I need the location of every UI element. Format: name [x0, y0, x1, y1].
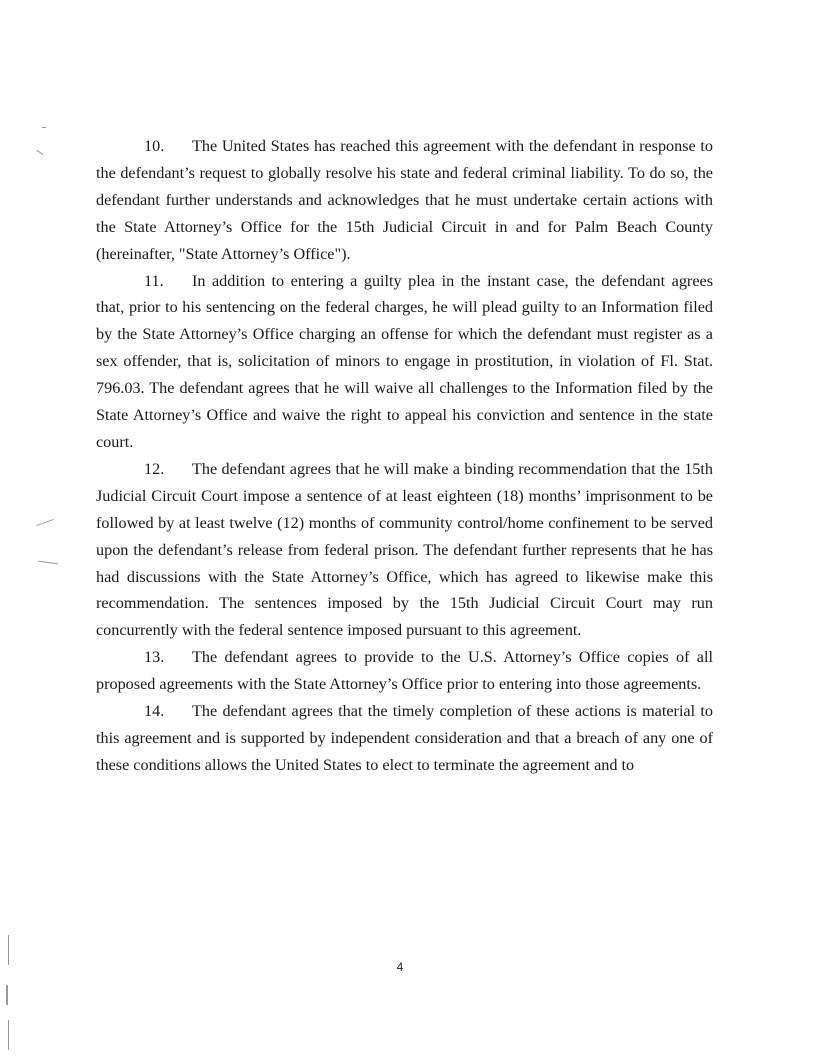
paragraph-text: The defendant agrees that he will make a binding recommendation that the 15th Judicial Circuit Court impose a sentence of at least eighteen (18) months’ imprisonment to be followed by at least twelve (12) months of community control/home confinement to be served upon the defendant’s release from federal prison. The defendant further represents that he has had discussions with the State Attorney’s Office, which has agreed to likewise make this recommendation. The sentences imposed by the 15th Judicial Circuit Court may run concurrently with the federal sentence imposed pursuant to this agreement. [96, 459, 713, 640]
body-text [96, 133, 713, 779]
paragraph-number: 14. [144, 702, 165, 721]
paragraph-text: In addition to entering a guilty plea in the instant case, the defendant agrees that, prior to his sentencing on the federal charges, he will plead guilty to an Information filed by the State Attorney’s Office charging an offense for which the defendant must register as a sex offender, that is, solicitation of minors to engage in prostitution, in violation of Fl. Stat. 796.03. The defendant agrees that he will waive all challenges to the Information filed by the State Attorney’s Office and waive the right to appeal his conviction and sentence in the state court. [96, 271, 713, 451]
paragraph-number: 10. [144, 137, 165, 155]
page-number: 4 [396, 960, 404, 974]
scan-mark [6, 985, 8, 1005]
paragraph-number: 12. [144, 459, 165, 478]
scan-mark [36, 519, 53, 526]
paragraph-12 [96, 456, 713, 644]
paragraph-number: 13. [144, 648, 165, 667]
scan-mark [8, 1020, 9, 1050]
paragraph-text: The United States has reached this agreement with the defendant in response to the defendant’s request to globally resolve his state and federal criminal liability. To do so, the defendant further understands and acknowledges that he must undertake certain actions with the State Attorney’s Office for the 15th Judicial Circuit in and for Palm Beach County (hereinafter, "State Attorney’s Office"). [96, 137, 713, 263]
paragraph-13 [96, 644, 713, 698]
scan-mark [42, 127, 46, 128]
scan-mark [36, 150, 43, 155]
paragraph-text: The defendant agrees that the timely completion of these actions is material to this agreement and is supported by independent consideration and that a breach of any one of these conditions allows the United States to elect to terminate the agreement and to [96, 702, 713, 774]
paragraph-number: 11. [144, 271, 164, 290]
paragraph-text: The defendant agrees to provide to the U.S. Attorney’s Office copies of all proposed agreements with the State Attorney’s Office prior to entering into those agreements. [96, 648, 713, 694]
paragraph-14 [96, 698, 713, 779]
paragraph-10 [96, 133, 713, 268]
scan-mark [38, 561, 58, 565]
paragraph-11 [96, 268, 713, 456]
